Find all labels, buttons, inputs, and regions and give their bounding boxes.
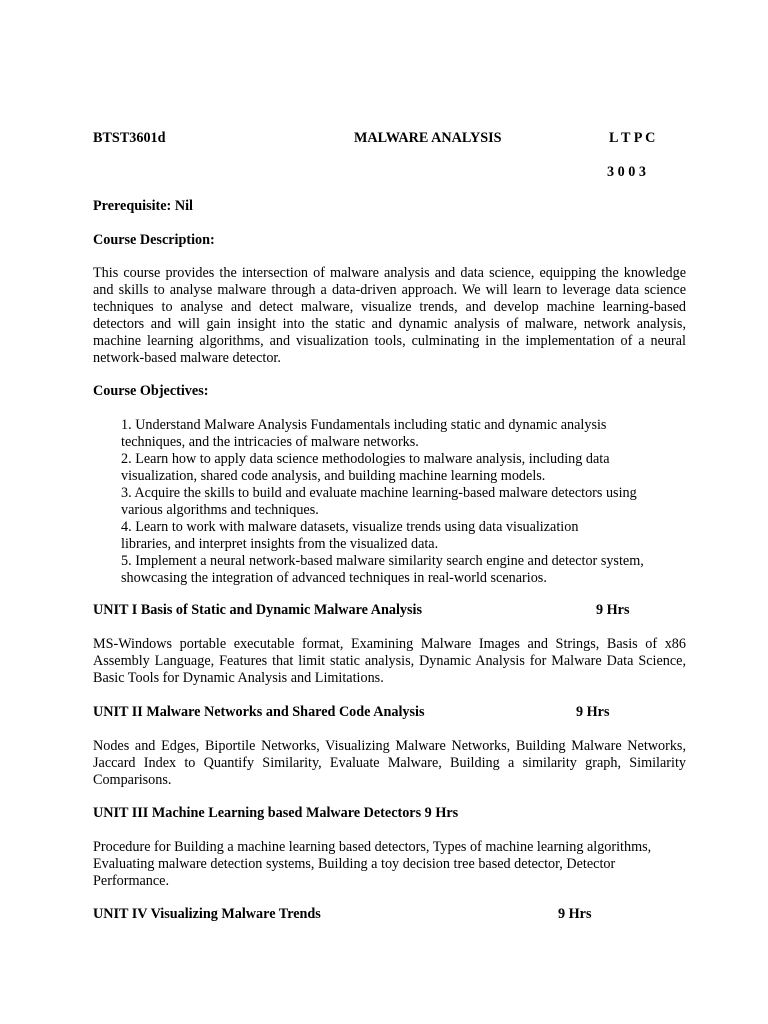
ltpc-values: 3 0 0 3 bbox=[607, 164, 647, 180]
course-description-text: This course provides the intersection of malware analysis and data science, equipping the knowledge and skills to analyse malware through a data-driven approach. We will learn to leverage data science techniques to analyse and detect malware, visualize trends, and develop machine learning-based detectors and will gain insight into the static and dynamic analysis of malware, network analysis, machine learning algorithms, and visualization tools, culminating in the implementation of a neural network-based malware detector. bbox=[93, 265, 686, 366]
unit-2-title: UNIT II Malware Networks and Shared Code Analysis bbox=[93, 704, 425, 720]
list-item: 2. Learn how to apply data science methodologies to malware analysis, including data visualization, shared code analysis, and building machine learning models. bbox=[121, 451, 610, 484]
unit-1-hours: 9 Hrs bbox=[596, 602, 630, 618]
unit-4-title: UNIT IV Visualizing Malware Trends bbox=[93, 906, 321, 922]
course-objectives-heading: Course Objectives: bbox=[93, 383, 209, 399]
ltpc-label: L T P C bbox=[609, 130, 656, 146]
course-code: BTST3601d bbox=[93, 130, 166, 146]
course-title: MALWARE ANALYSIS bbox=[354, 130, 502, 146]
unit-3-content: Procedure for Building a machine learning based detectors, Types of machine learning algorithms, Evaluating malware detection systems, Building a toy decision tree based detector, Detector Performance. bbox=[93, 839, 652, 889]
unit-1-title: UNIT I Basis of Static and Dynamic Malware Analysis bbox=[93, 602, 422, 618]
unit-2-content: Nodes and Edges, Biportile Networks, Visualizing Malware Networks, Building Malware Networks, Jaccard Index to Quantify Similarity, Evaluate Malware, Building a similarity graph, Similarity Comparisons. bbox=[93, 738, 686, 788]
unit-1-content: MS-Windows portable executable format, Examining Malware Images and Strings, Basis of x86 Assembly Language, Features that limit static analysis, Dynamic Analysis for Malware Data Science, Basic Tools for Dynamic Analysis and Limitations. bbox=[93, 636, 686, 686]
list-item: 4. Learn to work with malware datasets, visualize trends using data visualization libraries, and interpret insights from the visualized data. bbox=[121, 519, 579, 552]
course-objectives-list bbox=[121, 417, 644, 587]
unit-4-hours: 9 Hrs bbox=[558, 906, 592, 922]
unit-2-hours: 9 Hrs bbox=[576, 704, 610, 720]
list-item: 3. Acquire the skills to build and evaluate machine learning-based malware detectors using various algorithms and techniques. bbox=[121, 485, 637, 518]
list-item: 1. Understand Malware Analysis Fundamentals including static and dynamic analysis techniques, and the intricacies of malware networks. bbox=[121, 417, 607, 450]
list-item: 5. Implement a neural network-based malware similarity search engine and detector system, showcasing the integration of advanced techniques in real-world scenarios. bbox=[121, 553, 644, 586]
course-description-heading: Course Description: bbox=[93, 232, 215, 248]
prerequisite: Prerequisite: Nil bbox=[93, 198, 193, 214]
unit-3-title: UNIT III Machine Learning based Malware Detectors 9 Hrs bbox=[93, 805, 459, 821]
